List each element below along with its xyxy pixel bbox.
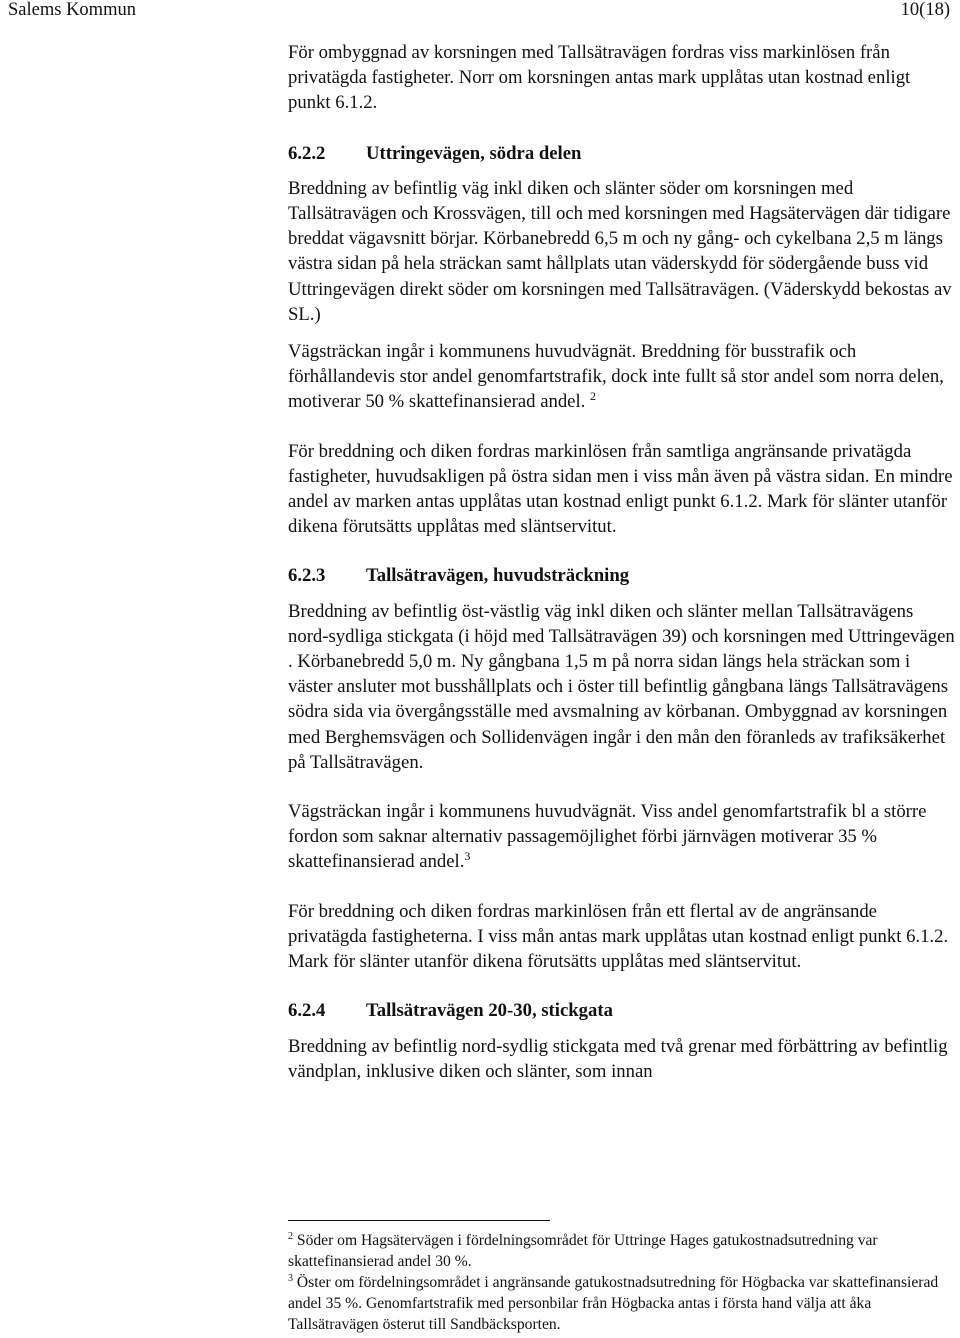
intro-paragraph: För ombyggnad av korsningen med Tallsätravägen fordras viss markinlösen från privatägda fastigheter. Norr om korsningen antas mark upplåtas utan kostnad enligt punkt 6.1.2. <box>288 42 911 114</box>
paragraph-text: Vägsträckan ingår i kommunens huvudvägnät. Breddning för busstrafik och förhållandevis stor andel genomfartstrafik, dock inte fullt så stor andel som norra delen, motiverar 50 % skattefinansierad andel. <box>288 341 944 413</box>
page-header <box>0 0 960 22</box>
footnote-separator <box>288 1220 550 1221</box>
section-title: Tallsätravägen 20-30, stickgata <box>366 1000 613 1022</box>
paragraph: Breddning av befintlig väg inkl diken och slänter söder om korsningen med Tallsätravägen och Krossvägen, till och med korsningen med Hagsätervägen där tidigare breddat vägavsnitt börjar. Körbanebredd 6,5 m och ny gång- och cykelbana 2,5 m längs västra sidan på hela sträckan samt hållplats utan väderskydd för södergående buss vid Uttringevägen direkt söder om korsningen med Tallsätravägen. (Väderskydd bekostas av SL.) <box>288 177 952 325</box>
section-title: Tallsätravägen, huvudsträckning <box>366 565 630 587</box>
paragraph-text: Vägsträckan ingår i kommunens huvudvägnät. Viss andel genomfartstrafik bl a större fordon som saknar alternativ passagemöjlighet förbi järnvägen motiverar 35 % skattefinansierad andel. <box>288 801 927 873</box>
paragraph: Breddning av befintlig öst-västlig väg inkl diken och slänter mellan Tallsätravägens nord-sydliga stickgata (i höjd med Tallsätravägen 39) och korsningen med Uttringevägen . Körbanebredd 5,0 m. Ny gångbana 1,5 m på norra sidan längs hela sträckan som i väster ansluter mot busshållplats och i öster till befintlig gångbana längs Tallsätravägens södra sida via övergångsställe med avsmalning av körbanan. Ombyggnad av korsningen med Berghemsvägen och Sollidenvägen ingår i den mån den föranleds av trafiksäkerhet på Tallsätravägen. <box>288 600 955 773</box>
paragraph <box>288 339 956 415</box>
footnote-text: Öster om fördelningsområdet i angränsande gatukostnadsutredning för Högbacka var skattefinansierad andel 35 %. Genomfartstrafik med personbilar från Högbacka antas i första hand välja att åka Tallsätravägen österut till Sandbäcksporten. <box>288 1274 939 1333</box>
footnote-mark: 2 <box>288 1230 293 1242</box>
paragraph <box>288 799 956 875</box>
footnote <box>288 1272 956 1335</box>
paragraph: För breddning och diken fordras markinlösen från samtliga angränsande privatägda fastigheter, huvudsakligen på östra sidan men i viss mån även på västra sidan. En mindre andel av marken antas upplåtas utan kostnad enligt punkt 6.1.2. Mark för slänter utanför dikena förutsätts upplåtas med släntservitut. <box>288 440 953 538</box>
footnote-mark: 3 <box>288 1272 293 1284</box>
footnote-ref: 3 <box>464 849 471 864</box>
footnote-text: Söder om Hagsätervägen i fördelningsområdet för Uttringe Hages gatukostnadsutredning var skattefinansierad andel 30 %. <box>288 1232 878 1270</box>
section-number: 6.2.3 <box>288 565 326 587</box>
footnote <box>288 1230 956 1272</box>
paragraph: Breddning av befintlig nord-sydlig stickgata med två grenar med förbättring av befintlig vändplan, inklusive diken och slänter, som innan <box>288 1035 948 1082</box>
section-heading-6-2-3 <box>288 563 956 588</box>
header-organization: Salems Kommun <box>8 0 136 20</box>
section-heading-6-2-4 <box>288 998 956 1023</box>
section-number: 6.2.4 <box>288 1000 326 1022</box>
paragraph: För breddning och diken fordras markinlösen från ett flertal av de angränsande privatägda fastigheterna. I viss mån antas mark upplåtas utan kostnad enligt punkt 6.1.2. Mark för slänter utanför dikena förutsätts upplåtas med släntservitut. <box>288 900 949 973</box>
section-heading-6-2-2 <box>288 141 956 166</box>
section-title: Uttringevägen, södra delen <box>366 142 582 164</box>
page-number: 10(18) <box>900 0 950 20</box>
section-number: 6.2.2 <box>288 142 326 164</box>
document-body <box>288 40 956 1084</box>
footnotes <box>288 1230 956 1335</box>
footnote-ref: 2 <box>590 389 597 404</box>
